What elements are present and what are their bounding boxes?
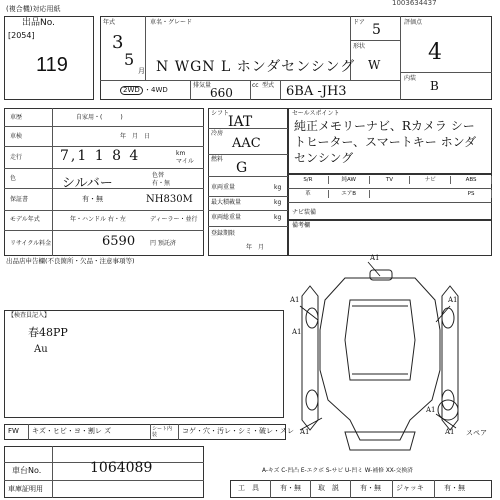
doors-label: ドア: [353, 19, 365, 26]
mileage-label: 走行: [10, 154, 23, 161]
score-label: 評価点: [404, 19, 423, 26]
expiry-suffix: 年 月: [246, 244, 265, 251]
ac-label: 冷房: [211, 130, 224, 137]
interior-label: 内装: [404, 75, 417, 82]
ownership-options: 自家用・( ): [76, 114, 123, 121]
lot-label: 出品No.: [22, 18, 55, 28]
model-year-label: モデル年式: [10, 216, 40, 223]
sales-points-text: 純正メモリーナビ、Rカメラ シートヒーター、スマートキー ホンダセンシング: [294, 119, 477, 165]
seat-label: シート内装: [152, 426, 173, 438]
lot-sub-no: [2054]: [8, 31, 35, 40]
inspector-line1: 春48PP: [28, 326, 68, 339]
equipment-cell: ABS: [451, 176, 492, 184]
fuel-label: 燃料: [211, 156, 224, 163]
score-value: 4: [428, 40, 442, 65]
mileage-unit-km: km: [176, 150, 186, 157]
name-label: 車名・グレード: [150, 19, 193, 26]
shape-label: 形状: [353, 43, 366, 50]
colorno-value: NH830M: [146, 194, 193, 205]
navi-label: ナビ装備: [292, 209, 317, 216]
damage-mark: A1: [300, 428, 310, 436]
fw-label: FW: [8, 427, 19, 435]
recycle-value: 6590: [102, 234, 136, 249]
mileage-value: 7,1 1 8 4: [60, 148, 141, 164]
sales-points-label: セールスポイント: [292, 110, 340, 117]
year-value: 3: [112, 32, 124, 53]
interior-value: B: [430, 79, 439, 93]
expiry-label: 登録期限: [211, 230, 236, 237]
color-label: 色: [10, 175, 17, 182]
damage-mark: A1: [426, 406, 436, 414]
model-value: 6BA -JH3: [286, 84, 347, 99]
warranty-label: 保証書: [10, 196, 29, 203]
equipment-cell: エアB: [329, 190, 370, 198]
inspection-suffix: 年 月 日: [120, 133, 151, 140]
import-label: ディーラー・並行: [150, 216, 198, 223]
damage-legend: A-キズ C-凹凸 E-エクボ S-サビ U-凹ミ W-補修 XX-交換済: [262, 468, 413, 474]
capacity-unit: kg: [274, 199, 282, 206]
weight-unit: kg: [274, 184, 282, 191]
spare-label: スペア: [466, 429, 487, 437]
inspection-label: 車検: [10, 133, 23, 140]
model-label: 型式: [262, 82, 275, 89]
mileage-unit-mile: マイル: [176, 158, 194, 165]
tools-value: 有・無: [280, 484, 301, 492]
remarks-label: 備考欄: [292, 222, 311, 229]
displacement-value: 660: [210, 86, 233, 100]
inspector-line2: Au: [34, 344, 48, 355]
equipment-cell: 革: [288, 190, 329, 198]
damage-mark: A1: [448, 296, 458, 304]
lot-number: 119: [36, 54, 68, 76]
doors-value: 5: [372, 22, 381, 38]
vin-label: 車台No.: [12, 466, 42, 475]
jack-value: 有・無: [444, 484, 465, 492]
color-change-label: 色替: [152, 172, 165, 179]
equipment-cell: PS: [451, 190, 492, 198]
equipment-cell: 純AW: [329, 176, 370, 184]
tools-label: 工 具: [238, 484, 259, 492]
month-suffix: 月: [138, 67, 145, 75]
drive-4wd: ・4WD: [144, 86, 168, 94]
name-value: N WGN L ホンダセンシング: [156, 59, 356, 75]
displacement-label: 排気量: [193, 82, 212, 89]
equipment-cell: S/R: [288, 176, 329, 184]
fuel-value: G: [236, 160, 248, 176]
inspector-label: 【検査員記入】: [8, 312, 51, 319]
drive-2wd: 2WD: [120, 86, 143, 95]
shape-value: W: [368, 58, 381, 72]
recycle-suffix: 円 預託済: [150, 240, 176, 247]
year-label: 年式: [103, 19, 116, 26]
ownership-label: 車歴: [10, 114, 23, 121]
damage-mark: A1: [445, 428, 455, 436]
handle-label: 年・ハンドル 右・左: [70, 216, 126, 223]
jack-label: ジャッキ: [396, 484, 424, 492]
recycle-label: リサイクル料金: [10, 240, 52, 247]
month-value: 5: [124, 50, 135, 69]
damage-mark: A1: [290, 296, 300, 304]
equipment-cell: TV: [370, 176, 411, 184]
manual-label: 取 説: [318, 484, 339, 492]
notes-label: 出品店申告欄(不良箇所・欠品・注意事項等): [6, 257, 135, 265]
shift-value: IAT: [228, 114, 253, 130]
damage-mark: A1: [370, 254, 380, 262]
color-value: シルバー: [62, 176, 113, 191]
form-title: (複合機)対応用紙: [6, 5, 61, 13]
capacity-label: 最大積載量: [211, 199, 242, 206]
fw-options: キズ・ヒビ・ヨ・割レ ズ: [32, 427, 112, 435]
weight-label: 車両重量: [211, 184, 236, 191]
damage-mark: A1: [292, 328, 302, 336]
color-change-value: 有・無: [152, 180, 171, 187]
displacement-unit: cc: [252, 82, 259, 89]
equipment-cell: ナビ: [410, 176, 451, 184]
warranty-value: 有・無: [82, 195, 103, 203]
manual-value: 有・無: [360, 484, 381, 492]
top-number: 1003634437: [392, 0, 437, 7]
vin-value: 1064089: [90, 460, 153, 476]
seat-options: コゲ・穴・汚レ・シミ・破レ・スレ: [182, 427, 294, 435]
shift-label: シフト: [211, 110, 230, 117]
gross-unit: kg: [274, 214, 282, 221]
gross-label: 車両総重量: [211, 214, 242, 221]
cert-label: 車庫証明用: [8, 485, 43, 493]
ac-value: AAC: [232, 136, 261, 151]
